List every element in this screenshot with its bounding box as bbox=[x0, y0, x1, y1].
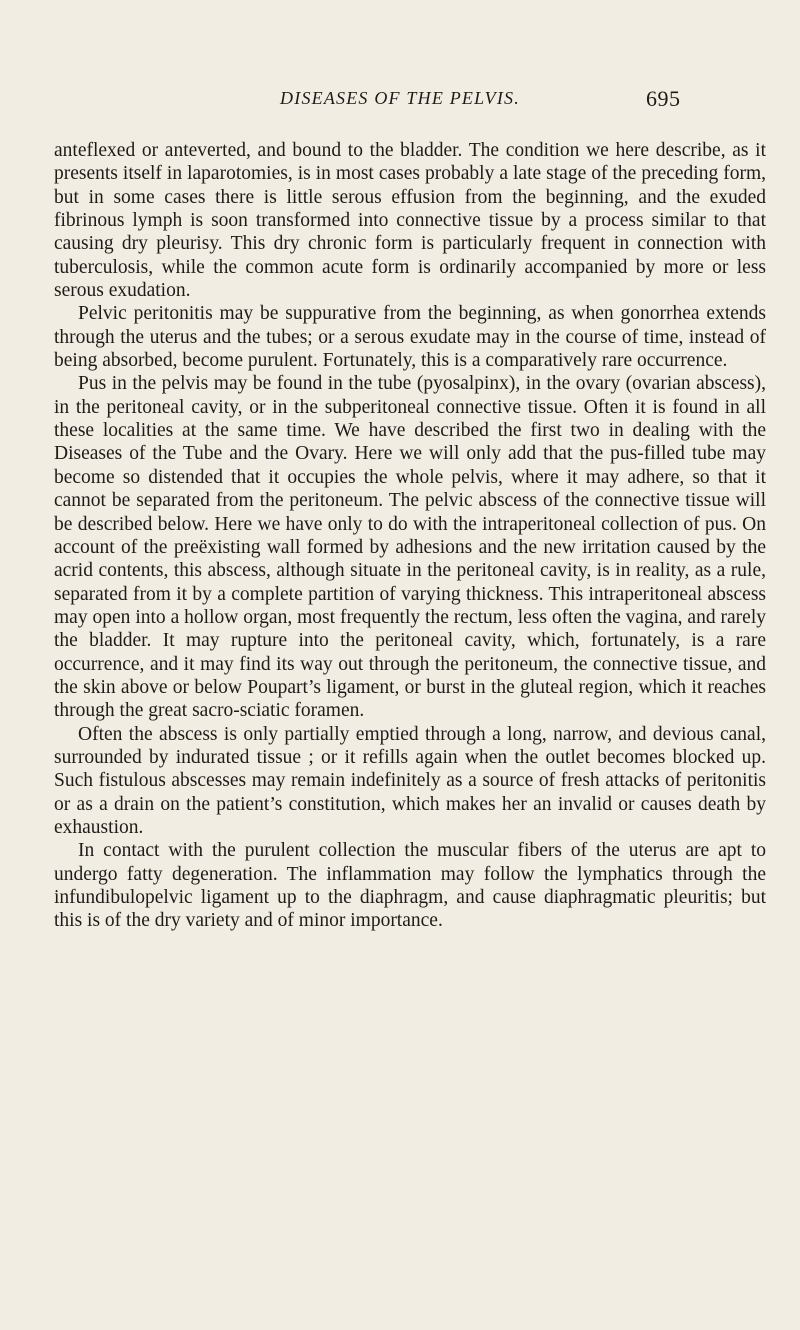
running-head bbox=[0, 88, 800, 118]
paragraph-suppurative-peritonitis: Pelvic peritonitis may be suppurative from the beginning, as when gonorrhea extends through the uterus and the tubes; or a serous exudate may in the course of time, instead of being absorbed, become purulent. Fortunately, this is a comparatively rare occurrence. bbox=[54, 303, 766, 372]
paragraph-fistulous-abscess: Often the abscess is only partially emptied through a long, narrow, and devious canal, surrounded by indurated tissue ; or it refills again when the outlet becomes blocked up. Such fistulous abscesses may remain indefinitely as a source of fresh attacks of peritonitis or as a drain on the patient’s constitution, which makes her an invalid or causes death by exhaustion. bbox=[54, 723, 766, 838]
paragraph-pus-in-pelvis: Pus in the pelvis may be found in the tube (pyosalpinx), in the ovary (ovarian abscess), in the peritoneal cavity, or in the subperitoneal connective tissue. Often it is found in all these localities at the same time. We have described the first two in dealing with the Diseases of the Tube and the Ovary. Here we will only add that the pus-filled tube may become so distended that it occupies the whole pelvis, where it may adhere, so that it cannot be separated from the peritoneum. The pelvic abscess of the connective tissue will be described below. Here we have only to do with the intraperitoneal collection of pus. On account of the preëxisting wall formed by adhesions and the new irritation caused by the acrid contents, this abscess, although situate in the peritoneal cavity, is in reality, as a rule, separated from it by a complete partition of varying thickness. This intraperitoneal abscess may open into a hollow organ, most frequently the rectum, less often the vagina, and rarely the bladder. It may rupture into the peritoneal cavity, which, fortunately, is a rare occurrence, and it may find its way out through the peritoneum, the connective tissue, and the skin above or below Poupart’s ligament, or burst in the gluteal region, which it reaches through the great sacro-sciatic foramen. bbox=[54, 373, 766, 722]
running-title: DISEASES OF THE PELVIS. bbox=[280, 88, 520, 108]
body-text bbox=[54, 139, 766, 933]
page-number: 695 bbox=[646, 86, 681, 111]
paragraph-continued: anteflexed or anteverted, and bound to the bladder. The condition we here describe, as it presents itself in laparotomies, is in most cases probably a late stage of the preceding form, but in some cases there is little serous effusion from the beginning, and the exuded fibrinous lymph is soon transformed into connective tissue by a process similar to that causing dry pleurisy. This dry chronic form is particularly frequent in connection with tuberculosis, while the common acute form is ordinarily accompanied by more or less serous exudation. bbox=[54, 140, 766, 302]
paragraph-fatty-degeneration: In contact with the purulent collection the muscular fibers of the uterus are apt to undergo fatty degeneration. The inflammation may follow the lymphatics through the infundibulopelvic ligament up to the diaphragm, and cause diaphragmatic pleuritis; but this is of the dry variety and of minor importance. bbox=[54, 840, 766, 932]
